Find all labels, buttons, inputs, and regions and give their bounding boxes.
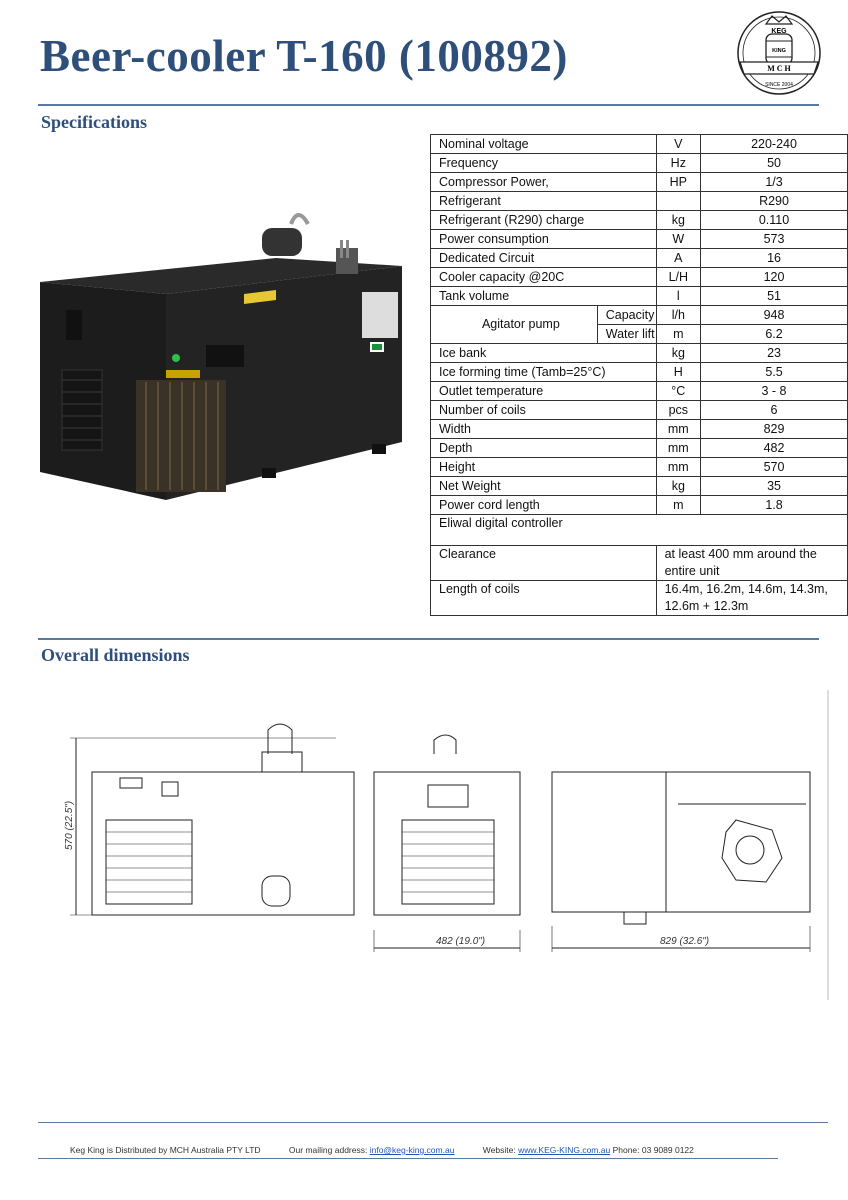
svg-text:SINCE 2004: SINCE 2004	[765, 82, 793, 88]
footer	[70, 1145, 694, 1155]
footer-web-label: Website:	[482, 1145, 516, 1155]
svg-text:KEG: KEG	[771, 28, 787, 35]
spec-name: Frequency	[431, 154, 657, 173]
spec-row	[431, 211, 848, 230]
specs-divider	[38, 638, 819, 640]
spec-name: Compressor Power,	[431, 173, 657, 192]
spec-row	[431, 458, 848, 477]
controller-note: Eliwal digital controller	[431, 515, 848, 546]
footer-email-link[interactable]: info@keg-king.com.au	[369, 1145, 455, 1155]
spec-unit: pcs	[656, 401, 700, 420]
spec-name: Length of coils	[431, 581, 657, 616]
specifications-table	[430, 134, 848, 616]
spec-row	[431, 496, 848, 515]
spec-name: Refrigerant	[431, 192, 657, 211]
footer-mail-label: Our mailing address:	[288, 1145, 368, 1155]
spec-row	[431, 192, 848, 211]
spec-name: Depth	[431, 439, 657, 458]
spec-unit: kg	[656, 344, 700, 363]
spec-name: Nominal voltage	[431, 135, 657, 154]
spec-name: Net Weight	[431, 477, 657, 496]
spec-unit: °C	[656, 382, 700, 401]
spec-row	[431, 515, 848, 546]
spec-value: 482	[701, 439, 848, 458]
spec-value: R290	[701, 192, 848, 211]
spec-value: 570	[701, 458, 848, 477]
spec-row	[431, 287, 848, 306]
spec-row	[431, 401, 848, 420]
spec-name: Cooler capacity @20C	[431, 268, 657, 287]
spec-value: 573	[701, 230, 848, 249]
spec-unit: kg	[656, 477, 700, 496]
spec-value: 120	[701, 268, 848, 287]
spec-unit: mm	[656, 458, 700, 477]
spec-value: 829	[701, 420, 848, 439]
spec-name: Power consumption	[431, 230, 657, 249]
spec-unit: kg	[656, 211, 700, 230]
spec-value: 23	[701, 344, 848, 363]
svg-text:482 (19.0"): 482 (19.0")	[436, 936, 486, 947]
footer-divider-bottom	[38, 1158, 778, 1159]
spec-unit: H	[656, 363, 700, 382]
spec-unit: l	[656, 287, 700, 306]
spec-name: Outlet temperature	[431, 382, 657, 401]
spec-value: at least 400 mm around the entire unit	[656, 546, 847, 581]
spec-value: 35	[701, 477, 848, 496]
spec-unit: m	[656, 325, 700, 344]
spec-unit: L/H	[656, 268, 700, 287]
dimension-drawing	[36, 690, 832, 1000]
spec-row	[431, 363, 848, 382]
footer-divider-top	[38, 1122, 828, 1123]
spec-row	[431, 477, 848, 496]
spec-name: Ice bank	[431, 344, 657, 363]
spec-name: Tank volume	[431, 287, 657, 306]
spec-unit: l/h	[656, 306, 700, 325]
spec-unit: m	[656, 496, 700, 515]
spec-row	[431, 344, 848, 363]
keg-king-logo	[736, 10, 822, 96]
spec-value: 948	[701, 306, 848, 325]
cooler-photo	[36, 210, 406, 510]
spec-unit: mm	[656, 420, 700, 439]
title-divider	[38, 104, 819, 106]
spec-name: Capacity	[597, 306, 656, 325]
spec-value: 16.4m, 16.2m, 14.6m, 14.3m, 12.6m + 12.3m	[656, 581, 847, 616]
spec-unit: A	[656, 249, 700, 268]
spec-value: 16	[701, 249, 848, 268]
spec-value: 5.5	[701, 363, 848, 382]
svg-text:829 (32.6"): 829 (32.6")	[660, 936, 710, 947]
footer-phone: Phone: 03 9089 0122	[612, 1145, 694, 1155]
spec-value: 1.8	[701, 496, 848, 515]
spec-value: 6	[701, 401, 848, 420]
svg-text:KING: KING	[772, 48, 786, 54]
spec-value: 220-240	[701, 135, 848, 154]
spec-row	[431, 135, 848, 154]
footer-distributor: Keg King is Distributed by MCH Australia PTY LTD	[70, 1145, 261, 1155]
spec-name: Number of coils	[431, 401, 657, 420]
spec-row	[431, 173, 848, 192]
spec-row	[431, 268, 848, 287]
spec-value: 0.110	[701, 211, 848, 230]
spec-value: 50	[701, 154, 848, 173]
spec-value: 51	[701, 287, 848, 306]
spec-row	[431, 154, 848, 173]
spec-unit: Hz	[656, 154, 700, 173]
spec-unit	[656, 192, 700, 211]
spec-name: Ice forming time (Tamb=25°C)	[431, 363, 657, 382]
spec-unit: HP	[656, 173, 700, 192]
spec-value: 1/3	[701, 173, 848, 192]
spec-name: Width	[431, 420, 657, 439]
page-title: Beer-cooler T-160 (100892)	[40, 31, 568, 81]
spec-row	[431, 306, 848, 325]
overall-dimensions-heading: Overall dimensions	[41, 645, 190, 665]
spec-name: Height	[431, 458, 657, 477]
spec-row	[431, 420, 848, 439]
spec-row	[431, 382, 848, 401]
spec-value: 3 - 8	[701, 382, 848, 401]
spec-name: Dedicated Circuit	[431, 249, 657, 268]
spec-unit: W	[656, 230, 700, 249]
spec-row	[431, 439, 848, 458]
spec-name: Clearance	[431, 546, 657, 581]
spec-value: 6.2	[701, 325, 848, 344]
svg-text:M C H: M C H	[767, 64, 791, 73]
specifications-heading: Specifications	[41, 112, 147, 132]
spec-name: Water lift	[597, 325, 656, 344]
spec-name: Power cord length	[431, 496, 657, 515]
spec-row	[431, 249, 848, 268]
spec-row	[431, 546, 848, 581]
spec-unit: V	[656, 135, 700, 154]
spec-name: Refrigerant (R290) charge	[431, 211, 657, 230]
agitator-label: Agitator pump	[431, 306, 598, 344]
spec-row	[431, 230, 848, 249]
spec-row	[431, 581, 848, 616]
footer-website-link[interactable]: www.KEG-KING.com.au	[518, 1145, 611, 1155]
svg-text:570 (22.5"): 570 (22.5")	[64, 800, 75, 850]
spec-unit: mm	[656, 439, 700, 458]
